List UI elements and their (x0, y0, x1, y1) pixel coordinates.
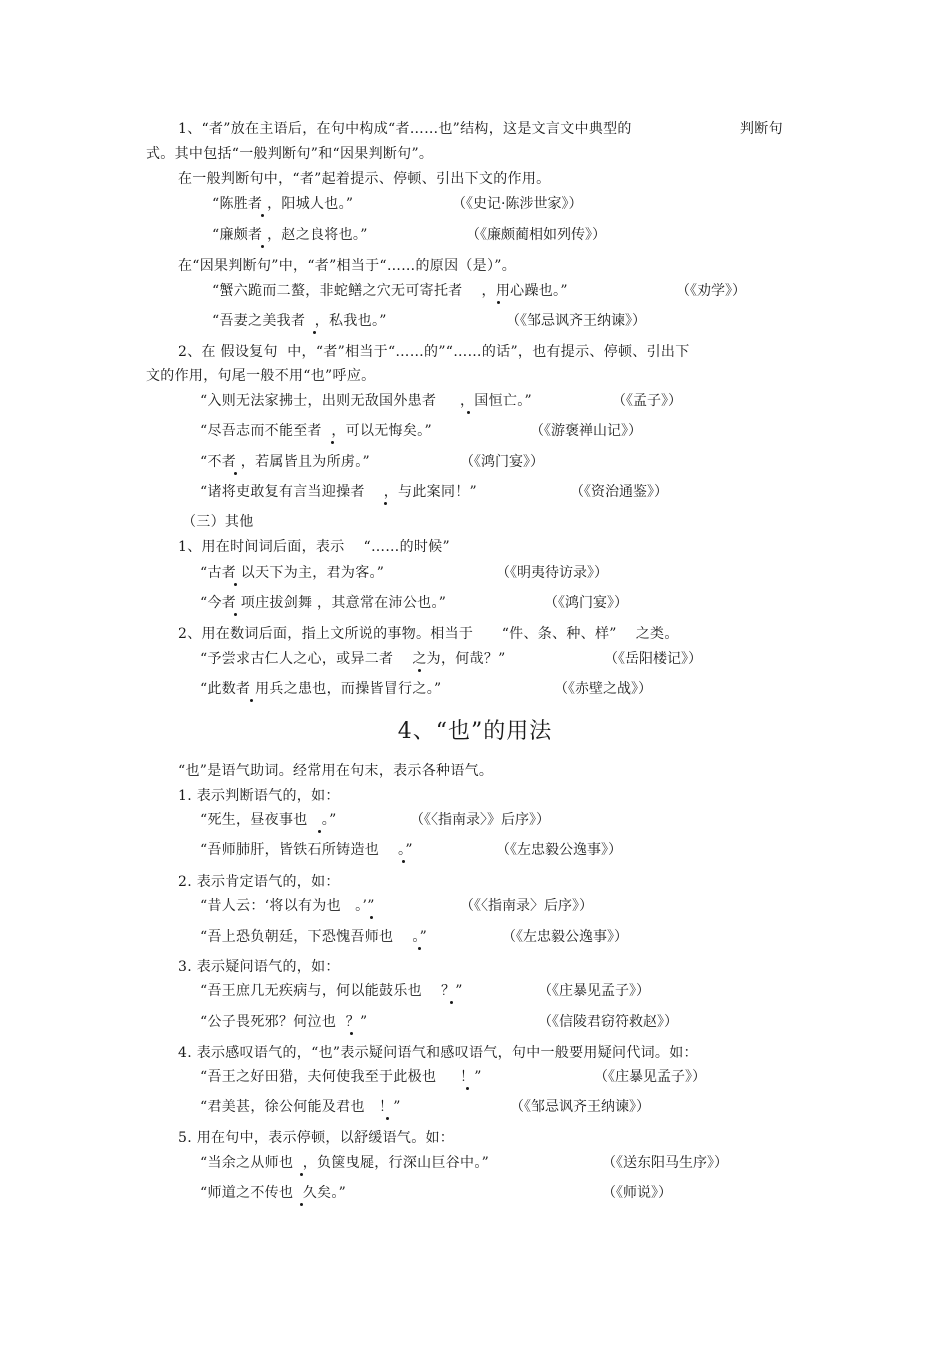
example-text: “尽吾志而不能至者 ，可以无悔矣。” (200, 423, 432, 439)
example-text: “师道之不传也 久矣。” (200, 1185, 347, 1201)
example-source: （《史记·陈涉世家》） (452, 196, 583, 212)
example-source: （《游褒禅山记》） (530, 423, 642, 439)
example-text: “古者 以天下为主，君为客。” (200, 565, 385, 581)
example-source: （《劝学》） (676, 283, 746, 299)
emphasis-dot (331, 441, 334, 444)
emphasis-dot (300, 1173, 303, 1176)
example-source: （《邹忌讽齐王纳谏》） (510, 1099, 650, 1115)
example-source: （《信陵君窃符救赵》） (538, 1014, 678, 1030)
example-text: “公子畏死邪？何泣也 ？” (200, 1014, 368, 1030)
subsection-heading: 1. 表示判断语气的，如： (178, 788, 340, 804)
emphasis-dot (250, 699, 253, 702)
example-text: “廉颇者 ，赵之良将也。” (212, 227, 368, 243)
emphasis-dot (313, 331, 316, 334)
example-text: “昔人云：‘将以有为也 。’” (200, 898, 375, 914)
example-text: “此数者 用兵之患也，而操皆冒行之。” (200, 681, 442, 697)
example-source: （《送东阳马生序》） (602, 1155, 728, 1171)
example-source: （《左忠毅公逸事》） (502, 929, 628, 945)
section-heading-other: （三）其他 (182, 514, 254, 530)
subsection-heading: 5. 用在句中，表示停顿，以舒缓语气。如： (178, 1130, 455, 1146)
subsection-heading: 4. 表示感叹语气的，“也”表示疑问语气和感叹语气，句中一般要用疑问代词。如： (178, 1045, 698, 1061)
paragraph-judgement-line2: 式。其中包括“一般判断句”和“因果判断句”。 (146, 146, 434, 162)
example-text: “蟹六跪而二螯，非蛇鳝之穴无可寄托者 ，用心躁也。” (212, 283, 568, 299)
example-source: （《赤壁之战》） (554, 681, 652, 697)
paragraph-judgement-line1-end: 判断句 (740, 121, 783, 137)
section-title-ye-usage: 4、“也”的用法 (397, 719, 553, 744)
ye-intro: “也”是语气助词。经常用在句末，表示各种语气。 (178, 763, 494, 779)
emphasis-dot (234, 613, 237, 616)
emphasis-dot (402, 860, 405, 863)
emphasis-dot (300, 1203, 303, 1206)
emphasis-dot (497, 301, 500, 304)
example-source: （《明夷待访录》） (496, 565, 608, 581)
subsection-heading: 2. 表示肯定语气的，如： (178, 874, 340, 890)
example-source: （《资治通鉴》） (570, 484, 668, 500)
emphasis-dot (384, 502, 387, 505)
emphasis-dot (466, 1087, 469, 1090)
example-text: “不者 ，若属皆且为所虏。” (200, 454, 370, 470)
example-text: “吾王庶几无疾病与，何以能鼓乐也 ？” (200, 983, 463, 999)
emphasis-dot (467, 411, 470, 414)
example-source: （《鸿门宴》） (460, 454, 544, 470)
emphasis-dot (318, 830, 321, 833)
example-source: （《孟子》） (612, 393, 682, 409)
example-text: “入则无法家拂士，出则无敌国外患者 ，国恒亡。” (200, 393, 532, 409)
example-source: （《〈指南录〉》后序》） (410, 812, 550, 828)
emphasis-dot (418, 947, 421, 950)
emphasis-dot (418, 669, 421, 672)
example-text: “君美甚，徐公何能及君也 ！” (200, 1099, 401, 1115)
paragraph-time-words: 1、用在时间词后面，表示 “……的时候” (178, 539, 450, 555)
example-source: （《庄暴见孟子》） (594, 1069, 706, 1085)
emphasis-dot (350, 1032, 353, 1035)
example-text: “吾上恐负朝廷，下恐愧吾师也 。” (200, 929, 428, 945)
example-source: （《庄暴见孟子》） (538, 983, 650, 999)
example-text: “今者 项庄拔剑舞 ，其意常在沛公也。” (200, 595, 447, 611)
emphasis-dot (450, 1001, 453, 1004)
emphasis-dot (370, 916, 373, 919)
example-source: （《鸿门宴》） (544, 595, 628, 611)
paragraph-judgement-line1: 1、“者”放在主语后，在句中构成“者……也”结构，这是文言文中典型的 (178, 121, 632, 137)
example-source: （《左忠毅公逸事》） (496, 842, 622, 858)
example-text: “陈胜者 ，阳城人也。” (212, 196, 354, 212)
general-judgement-note: 在一般判断句中，“者”起着提示、停顿、引出下文的作用。 (178, 171, 551, 187)
paragraph-hypothetical-line1: 2、在 假设复句 中，“者”相当于“……的”“……的话”，也有提示、停顿、引出下 (178, 344, 690, 360)
example-source: （《师说》） (602, 1185, 672, 1201)
example-source: （《邹忌讽齐王纳谏》） (506, 313, 646, 329)
example-text: “予尝求古仁人之心，或异二者 之为，何哉？” (200, 651, 506, 667)
emphasis-dot (261, 245, 264, 248)
emphasis-dot (234, 583, 237, 586)
example-text: “死生，昼夜事也 。” (200, 812, 337, 828)
example-text: “诸将吏敢复有言当迎操者 ，与此案同！” (200, 484, 478, 500)
example-source: （《廉颇蔺相如列传》） (466, 227, 606, 243)
emphasis-dot (261, 214, 264, 217)
example-text: “吾师肺肝，皆铁石所铸造也 。” (200, 842, 413, 858)
example-source: （《〈指南录〉后序》） (460, 898, 593, 914)
emphasis-dot (234, 472, 237, 475)
example-text: “当余之从师也 ，负箧曳屣，行深山巨谷中。” (200, 1155, 490, 1171)
paragraph-number-words: 2、用在数词后面，指上文所说的事物。相当于 “件、条、种、样” 之类。 (178, 626, 679, 642)
emphasis-dot (386, 1117, 389, 1120)
example-text: “吾王之好田猎，夫何使我至于此极也 ！” (200, 1069, 482, 1085)
causal-judgement-note: 在“因果判断句”中，“者”相当于“……的原因（是）”。 (178, 258, 517, 274)
example-source: （《岳阳楼记》） (604, 651, 702, 667)
example-text: “吾妻之美我者 ，私我也。” (212, 313, 387, 329)
paragraph-hypothetical-line2: 文的作用，句尾一般不用“也”呼应。 (146, 368, 376, 384)
subsection-heading: 3. 表示疑问语气的，如： (178, 959, 340, 975)
